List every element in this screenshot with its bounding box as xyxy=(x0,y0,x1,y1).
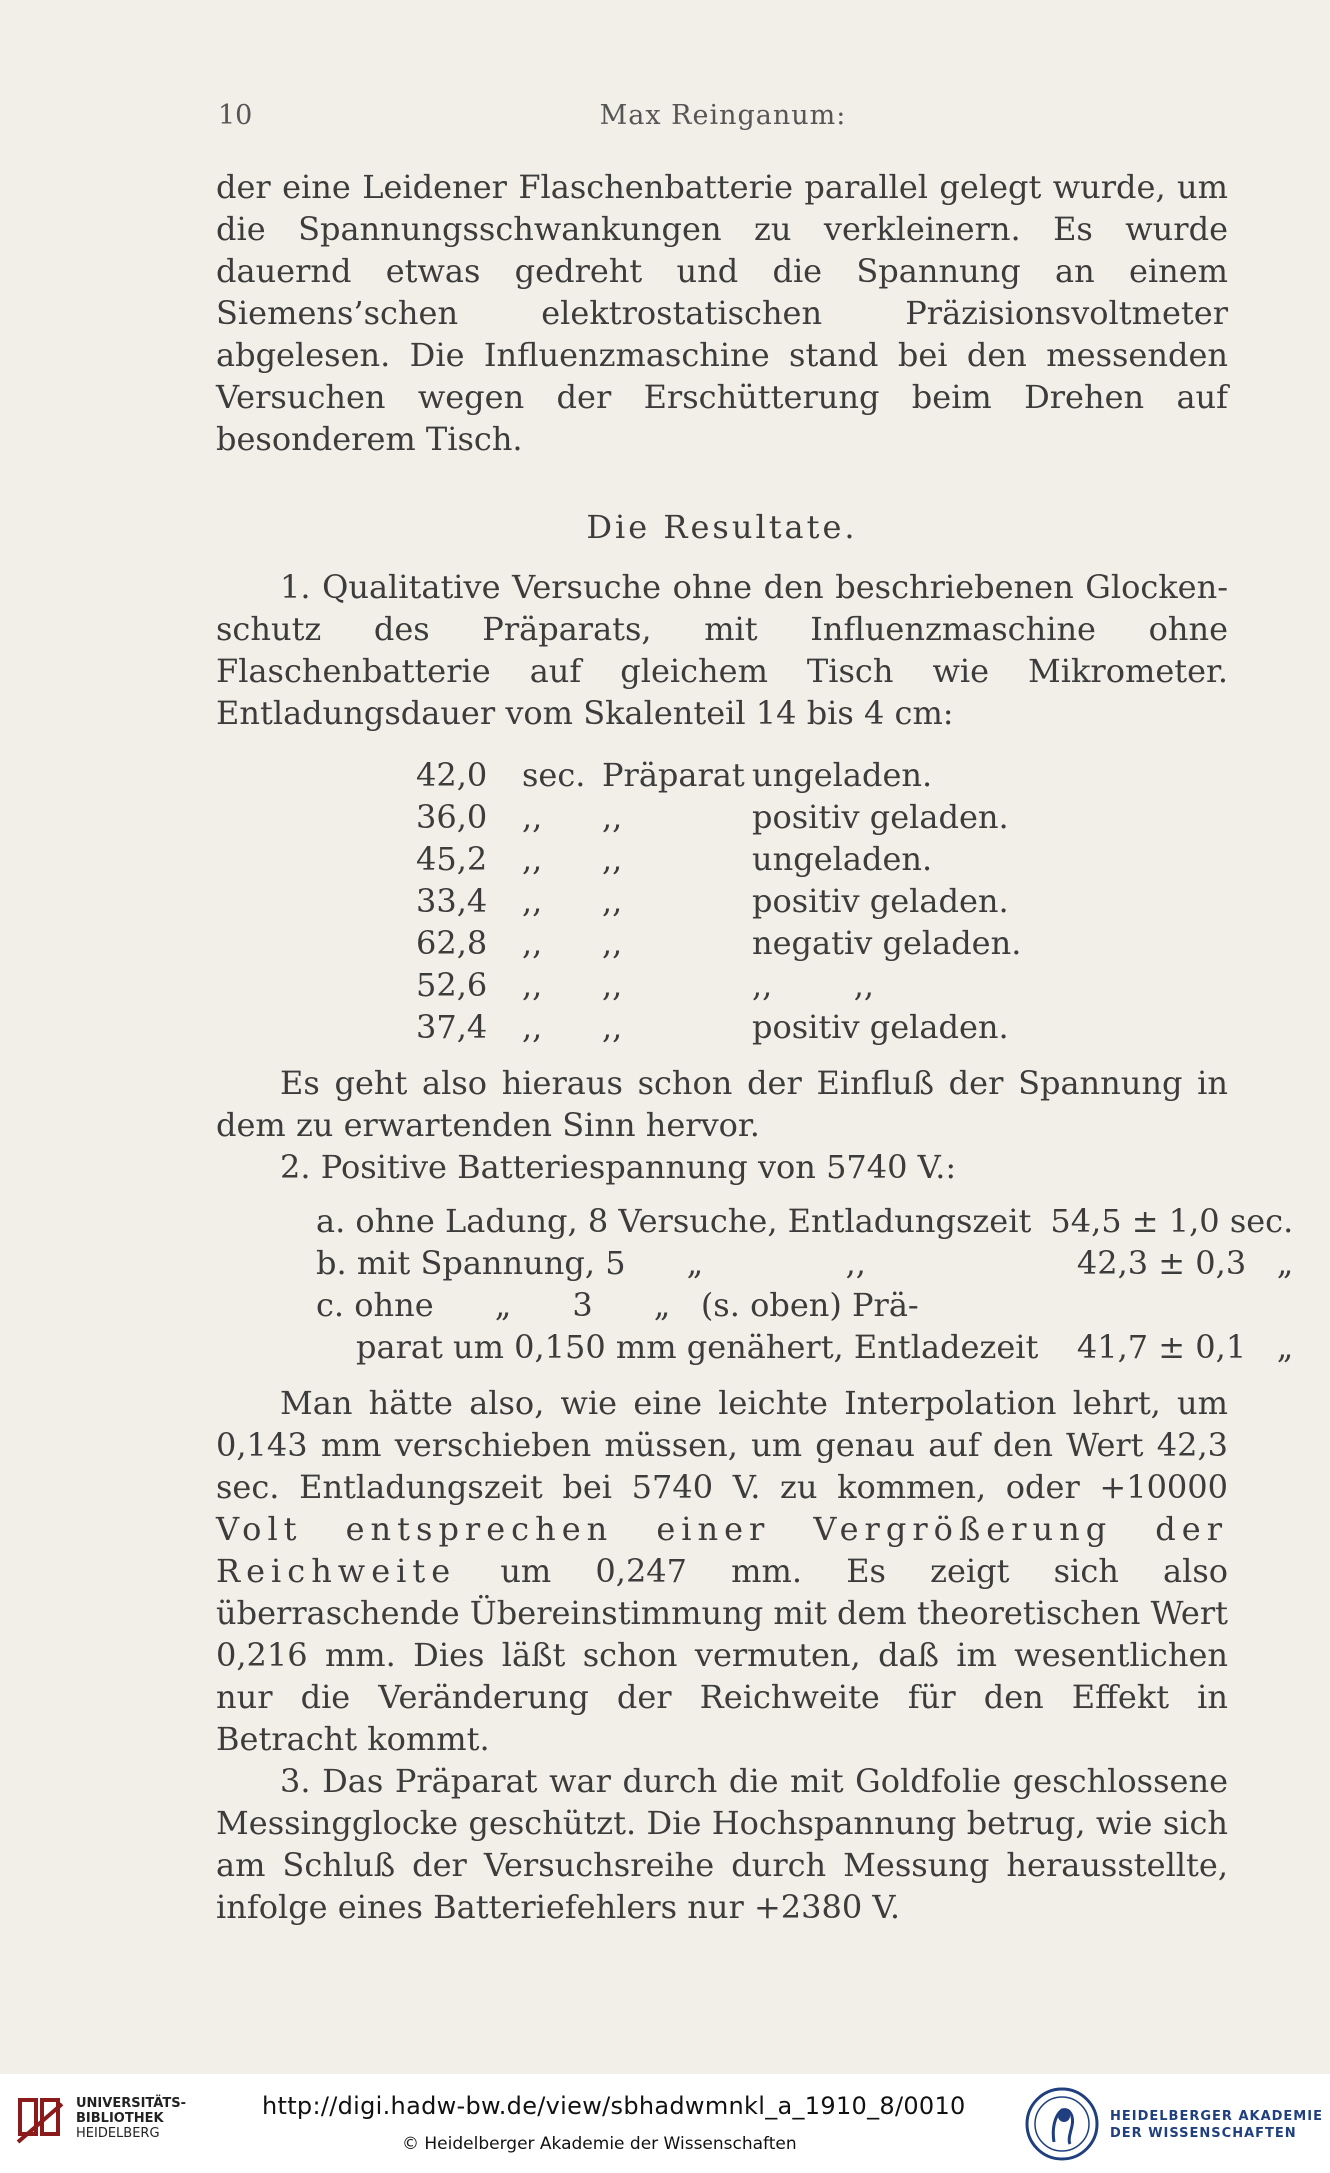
library-logo-icon xyxy=(14,2094,66,2150)
table-row xyxy=(416,796,1021,838)
table-row xyxy=(316,1242,1293,1284)
permalink-url[interactable]: http://digi.hadw-bw.de/view/sbhadwmnkl_a_1910_8/0010 xyxy=(262,2092,966,2120)
section-2-heading: 2. Positive Batteriespannung von 5740 V.: xyxy=(280,1148,957,1186)
section-3-paragraph: 3. Das Präparat war durch die mit Goldfolie geschlossene Messingglocke geschützt. Die Hochspannung betrug, wie sich am Schluß der Versuchsreihe durch Messung herausstellte, infolge eines Batteriefehlers nur +2380 V. xyxy=(216,1762,1228,1926)
table-row xyxy=(316,1326,1293,1368)
section-1-paragraph: 1. Qualitative Versuche ohne den beschriebenen Glockenschutz des Präparats, mit Influenzmaschine ohne Flaschenbatterie auf gleichem Tisch wie Mikrometer. Entladungsdauer vom Skalenteil 14 bis 4 cm: xyxy=(216,568,1228,732)
result-prep: ,, xyxy=(602,882,623,920)
result-state: positiv geladen. xyxy=(752,882,1009,920)
intro-paragraph: der eine Leidener Flaschenbatterie parallel gelegt wurde, um die Spannungsschwankungen zu verkleinern. Es wurde dauernd etwas gedreht und die Spannung an einem Siemens’schen elektrostatischen Präzisionsvoltmeter abgelesen. Die Influenzmaschine stand bei den messenden Versuchen wegen der Erschütterung beim Drehen auf besonderem Tisch. xyxy=(216,168,1228,458)
running-title: Max Reinganum: xyxy=(599,100,847,131)
table-row xyxy=(416,754,1021,796)
result-prep: ,, xyxy=(602,798,623,836)
experiment-label: b. mit Spannung, 5 „ ,, xyxy=(316,1244,866,1282)
result-value: 45,2 xyxy=(416,840,488,878)
result-state: ,, ,, xyxy=(752,966,875,1004)
result-unit: ,, xyxy=(522,1008,543,1046)
result-unit: ,, xyxy=(522,798,543,836)
result-unit: ,, xyxy=(522,966,543,1004)
result-state: positiv geladen. xyxy=(752,798,1009,836)
library-line-1: UNIVERSITÄTS- xyxy=(76,2096,186,2111)
result-unit: sec. xyxy=(522,756,586,794)
experiment-label: a. ohne Ladung, 8 Versuche, Entladungszeit xyxy=(316,1202,1032,1240)
interpolation-text: Man hätte also, wie eine leichte Interpolation lehrt, um 0,143 mm verschieben müssen, um genau auf den Wert 42,3 sec. Entladungszeit bei 5740 V. zu kommen, oder +10000 xyxy=(216,1384,1228,1506)
table-row xyxy=(416,922,1021,964)
academy-name xyxy=(1110,2108,1323,2142)
table-row xyxy=(416,1006,1021,1048)
page-number: 10 xyxy=(218,100,253,131)
library-line-2: BIBLIOTHEK xyxy=(76,2111,164,2126)
experiment-label: parat um 0,150 mm genähert, Entladezeit xyxy=(356,1328,1039,1366)
interpolation-paragraph xyxy=(216,1382,1228,1760)
academy-line-2: DER WISSENSCHAFTEN xyxy=(1110,2126,1297,2141)
result-state: ungeladen. xyxy=(752,840,933,878)
library-line-3: HEIDELBERG xyxy=(76,2126,160,2141)
result-value: 62,8 xyxy=(416,924,488,962)
table-row xyxy=(416,880,1021,922)
result-value: 33,4 xyxy=(416,882,488,920)
academy-line-1: HEIDELBERGER AKADEMIE xyxy=(1110,2109,1323,2124)
result-prep: Präparat xyxy=(602,756,745,794)
experiment-label: c. ohne „ 3 „ (s. oben) Prä- xyxy=(316,1286,919,1324)
result-value: 42,0 xyxy=(416,756,488,794)
result-value: 36,0 xyxy=(416,798,488,836)
conclusion-paragraph: Es geht also hieraus schon der Einfluß der Spannung in dem zu erwartenden Sinn hervor. xyxy=(216,1064,1228,1144)
result-unit: ,, xyxy=(522,840,543,878)
table-row xyxy=(316,1200,1293,1242)
academy-seal-icon xyxy=(1024,2086,1100,2162)
experiments-table xyxy=(316,1200,1293,1368)
results-table xyxy=(416,754,1021,1048)
experiment-value xyxy=(1038,1284,1293,1326)
page-body xyxy=(216,166,1294,1928)
running-header xyxy=(218,100,1228,140)
result-prep: ,, xyxy=(602,966,623,1004)
result-value: 37,4 xyxy=(416,1008,488,1046)
result-state: negativ geladen. xyxy=(752,924,1022,962)
table-row xyxy=(416,964,1021,1006)
interpolation-text-end: um 0,247 mm. Es zeigt sich also überraschende Übereinstimmung mit dem theoretischen Wert 0,216 mm. Dies läßt schon vermuten, daß im wesentlichen nur die Veränderung der Reichweite für den Effekt in Betracht kommt. xyxy=(216,1552,1229,1758)
table-row xyxy=(316,1284,1293,1326)
result-state: positiv geladen. xyxy=(752,1008,1009,1046)
result-prep: ,, xyxy=(602,1008,623,1046)
copyright-notice: © Heidelberger Akademie der Wissenschaften xyxy=(402,2134,797,2154)
experiment-value: 41,7 ± 0,1 „ xyxy=(1076,1328,1294,1366)
result-unit: ,, xyxy=(522,924,543,962)
result-state: ungeladen. xyxy=(752,756,933,794)
result-prep: ,, xyxy=(602,840,623,878)
experiment-value: 42,3 ± 0,3 „ xyxy=(1076,1244,1294,1282)
result-value: 52,6 xyxy=(416,966,488,1004)
result-unit: ,, xyxy=(522,882,543,920)
result-prep: ,, xyxy=(602,924,623,962)
spaced-emphasis: Volt entsprechen einer Vergrößerung der Reichweite xyxy=(216,1510,1228,1590)
digitization-footer xyxy=(0,2074,1330,2173)
library-name xyxy=(76,2096,186,2141)
section-heading: Die Resultate. xyxy=(586,508,858,546)
experiment-value: 54,5 ± 1,0 sec. xyxy=(1050,1202,1294,1240)
table-row xyxy=(416,838,1021,880)
